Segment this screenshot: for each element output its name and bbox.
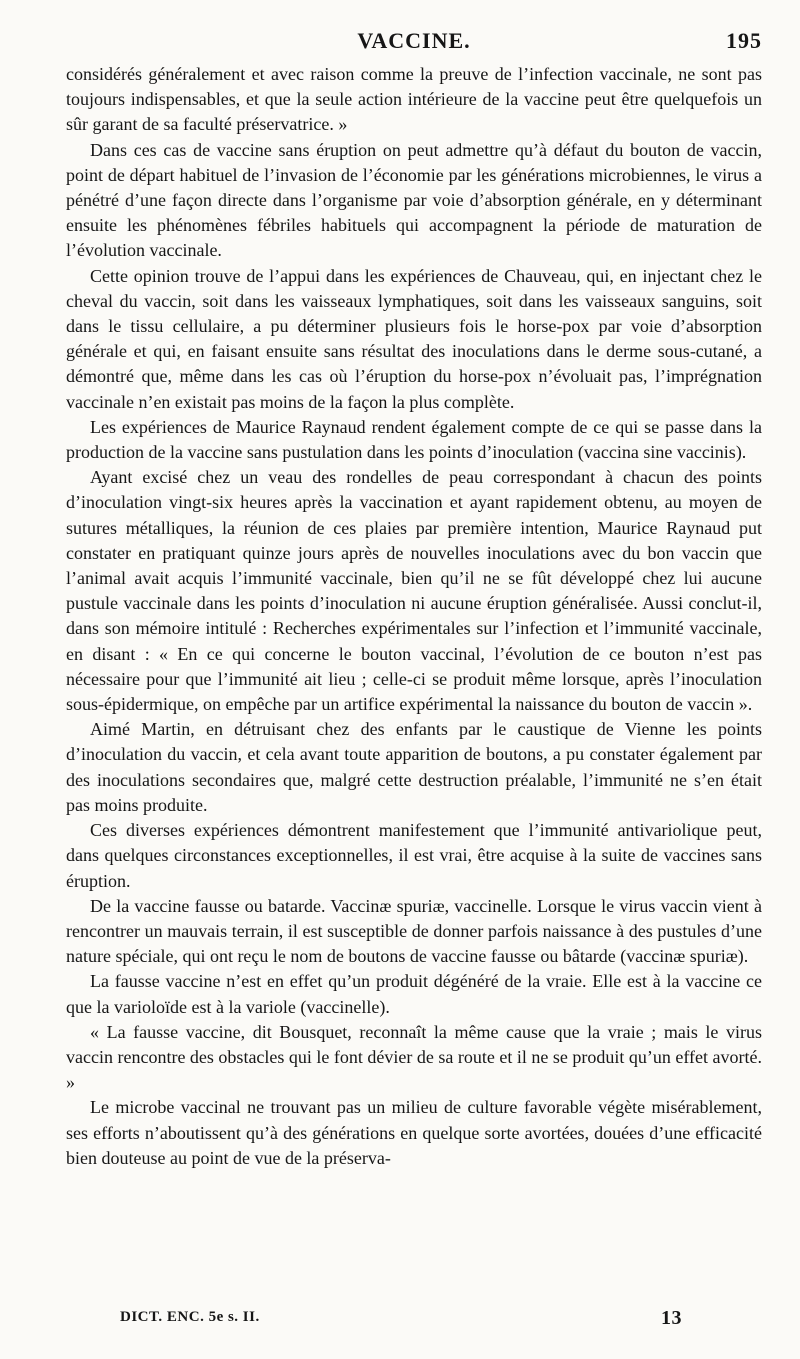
paragraph: Les expériences de Maurice Raynaud rendent également compte de ce qui se passe dans la production de la vaccine sans pustulation dans les points d’inoculation (vaccina sine vaccinis). — [66, 416, 762, 463]
paragraph: Ces diverses expériences démontrent manifestement que l’immunité antivariolique peut, dans quelques circonstances exceptionnelles, il est vrai, être acquise à la suite de vaccines sans éruption. — [66, 820, 762, 891]
paragraph: Aimé Martin, en détruisant chez des enfants par le caustique de Vienne les points d’inoculation du vaccin, et cela avant toute apparition de boutons, a pu constater également par des inoculations secondaires que, malgré cette destruction préalable, l’immunité ne s’en était pas moins produite. — [66, 719, 762, 815]
page-footer — [120, 1309, 682, 1337]
page-number: 195 — [726, 28, 762, 53]
paragraph: La fausse vaccine n’est en effet qu’un produit dégénéré de la vraie. Elle est à la vaccine ce que la varioloïde est à la variole (vaccinelle). — [66, 971, 762, 1017]
paragraph: Le microbe vaccinal ne trouvant pas un milieu de culture favorable végète misérablement, ses efforts n’aboutissent qu’à des générations en quelque sorte avortées, douées d’une efficacité bien douteuse au point de vue de la préserva- — [66, 1097, 762, 1168]
footer-signature: 13 — [661, 1307, 682, 1329]
paragraph: Ayant excisé chez un veau des rondelles de peau correspondant à chacun des points d’inoculation vingt-six heures après la vaccination et ayant rapidement obtenu, au moyen de sutures métalliques, la réunion de ces plaies par première intention, Maurice Raynaud put constater en pratiquant quinze jours après de nouvelles inoculations avec du bon vaccin que l’animal avait acquis l’immunité vaccinale, bien qu’il ne se fût développé chez lui aucune pustule vaccinale dans les points d’inoculation ni aucune éruption généralisée. Aussi conclut-il, dans son mémoire intitulé : Recherches expérimentales sur l’infection et l’immunité vaccinale, en disant : « En ce qui concerne le bouton vaccinal, l’évolution de ce bouton n’est pas nécessaire pour que l’immunité ait lieu ; celle-ci se produit même lorsque, après l’inoculation sous-épidermique, on empêche par un artifice expérimental la naissance du bouton de vaccin ». — [66, 467, 762, 715]
footer-source: DICT. ENC. 5e s. II. — [120, 1309, 260, 1325]
running-title: VACCINE. — [357, 28, 471, 53]
section-paragraph: De la vaccine fausse ou batarde. Vaccinæ spuriæ, vaccinelle. Lorsque le virus vaccin vient à rencontrer un mauvais terrain, il est susceptible de donner parfois naissance à des pustules d’une nature spéciale, qui ont reçu le nom de boutons de vaccine fausse ou bâtarde (vaccinæ spuriæ). — [66, 895, 762, 967]
paragraph: « La fausse vaccine, dit Bousquet, reconnaît la même cause que la vraie ; mais le virus vaccin rencontre des obstacles qui le font dévier de sa route et il ne se produit qu’un effet avorté. » — [66, 1021, 762, 1093]
running-header — [66, 28, 762, 62]
paragraph: considérés généralement et avec raison comme la preuve de l’infection vaccinale, ne sont pas toujours indispensables, et que la seule action intérieure de la vaccine peut être quelquefois un sûr garant de sa faculté préservatrice. » — [66, 64, 762, 135]
paragraph: Dans ces cas de vaccine sans éruption on peut admettre qu’à défaut du bouton de vaccin, point de départ habituel de l’invasion de l’économie par les générations microbiennes, le virus a pénétré d’une façon directe dans l’organisme par voie d’absorption générale, en y déterminant ensuite les phénomènes fébriles habituels qui accompagnent la période de maturation de l’évolution vaccinale. — [66, 139, 762, 261]
paragraph: Cette opinion trouve de l’appui dans les expériences de Chauveau, qui, en injectant chez le cheval du vaccin, soit dans les vaisseaux lymphatiques, soit dans les vaisseaux sanguins, soit dans le tissu cellulaire, a pu déterminer plusieurs fois le horse-pox par voie d’absorption générale et qui, en faisant ensuite sans résultat des inoculations dans le derme sous-cutané, a démontré que, même dans les cas où l’éruption du horse-pox n’évoluait pas, l’imprégnation vaccinale n’en existait pas moins de la façon la plus complète. — [66, 265, 762, 412]
body-text — [66, 62, 762, 1171]
